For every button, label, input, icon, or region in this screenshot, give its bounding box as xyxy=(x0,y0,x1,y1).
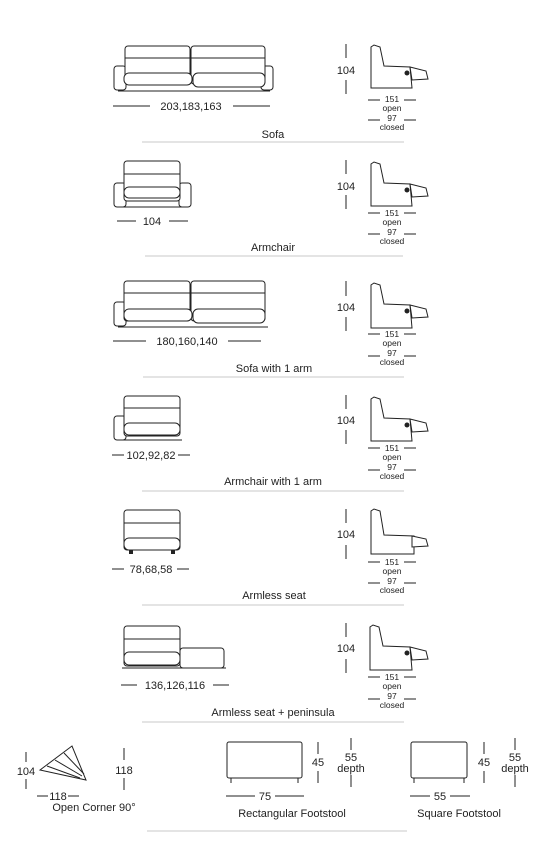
rect-footstool-title: Rectangular Footstool xyxy=(238,808,346,820)
armchair-1-arm-title: Armchair with 1 arm xyxy=(224,476,322,488)
svg-text:closed: closed xyxy=(379,357,405,367)
armless-seat-peninsula-width-value: 136,126,116 xyxy=(144,680,206,692)
armchair-side-profile xyxy=(371,162,428,206)
svg-text:151: 151 xyxy=(384,329,400,339)
sofa-1-arm-width-dimension xyxy=(113,336,261,348)
square-footstool-width-dimension xyxy=(410,791,470,803)
svg-text:151: 151 xyxy=(384,443,400,453)
sofa-height-value: 104 xyxy=(336,65,356,77)
open-corner-title: Open Corner 90° xyxy=(52,802,136,814)
sofa-1-arm-width-value: 180,160,140 xyxy=(156,336,218,348)
sofa-width-value: 203,183,163 xyxy=(160,101,222,113)
armless-seat-peninsula-title: Armless seat + peninsula xyxy=(211,707,335,719)
armless-seat-peninsula-depth-dimensions xyxy=(368,672,416,710)
svg-text:closed: closed xyxy=(379,236,405,246)
open-corner-section xyxy=(17,746,136,814)
square-footstool-height-dimension xyxy=(478,742,490,783)
svg-text:open: open xyxy=(382,452,402,462)
sofa-title: Sofa xyxy=(261,129,285,141)
armchair-depth-dimensions xyxy=(368,208,416,246)
rect-footstool-width-value: 75 xyxy=(258,791,272,803)
svg-text:depth: depth xyxy=(501,763,529,775)
rect-footstool-width-dimension xyxy=(226,791,304,803)
armchair-1-arm-height-dimension xyxy=(337,395,355,444)
rect-footstool-drawing xyxy=(227,742,302,783)
square-footstool-section xyxy=(410,738,529,820)
sofa-1-arm-front-view xyxy=(114,281,268,327)
armless-seat-peninsula-height-dimension xyxy=(337,623,355,673)
svg-text:104: 104 xyxy=(336,529,356,541)
sofa-side-profile xyxy=(371,45,428,88)
svg-text:open: open xyxy=(382,566,402,576)
sofa-width-dimension xyxy=(113,101,270,113)
rect-footstool-depth-dimension xyxy=(337,738,365,787)
svg-text:closed: closed xyxy=(379,122,405,132)
row-sofa-1-arm xyxy=(113,281,428,377)
open-corner-height-dimension xyxy=(17,752,35,789)
svg-text:104: 104 xyxy=(336,181,356,193)
row-armchair xyxy=(114,160,428,256)
svg-text:open: open xyxy=(382,338,402,348)
armchair-height-dimension xyxy=(337,160,355,209)
svg-text:97: 97 xyxy=(387,113,397,123)
open-corner-depth-dimension xyxy=(115,748,133,790)
svg-text:104: 104 xyxy=(336,415,356,427)
armless-seat-side-profile xyxy=(371,509,428,554)
sofa-height-dimension xyxy=(337,44,355,94)
svg-text:open: open xyxy=(382,681,402,691)
open-corner-width-value: 118 xyxy=(49,791,67,803)
armless-seat-peninsula-front-view xyxy=(122,626,226,668)
svg-text:closed: closed xyxy=(379,471,405,481)
svg-text:closed: closed xyxy=(379,585,405,595)
armchair-1-arm-front-view xyxy=(114,396,182,440)
row-armchair-1-arm xyxy=(112,395,428,491)
svg-text:104: 104 xyxy=(336,643,356,655)
armless-seat-height-dimension xyxy=(337,509,355,559)
square-footstool-drawing xyxy=(411,742,467,783)
sofa-front-view xyxy=(114,46,273,91)
rect-footstool-depth-value: 55 xyxy=(344,752,358,764)
svg-text:104: 104 xyxy=(336,302,356,314)
svg-text:97: 97 xyxy=(387,227,397,237)
svg-text:open: open xyxy=(382,217,402,227)
svg-text:97: 97 xyxy=(387,576,397,586)
armchair-1-arm-width-dimension xyxy=(112,450,190,462)
square-footstool-depth-value: 55 xyxy=(508,752,522,764)
rect-footstool-section xyxy=(226,738,365,820)
armless-seat-peninsula-side-profile xyxy=(370,625,428,670)
svg-text:depth: depth xyxy=(337,763,365,775)
armless-seat-title: Armless seat xyxy=(242,590,306,602)
row-armless-seat-peninsula xyxy=(121,623,428,722)
svg-text:151: 151 xyxy=(384,557,400,567)
armchair-width-dimension xyxy=(117,216,188,228)
armchair-1-arm-width-value: 102,92,82 xyxy=(126,450,176,462)
svg-text:closed: closed xyxy=(379,700,405,710)
row-armless-seat xyxy=(112,509,428,605)
armless-seat-width-value: 78,68,58 xyxy=(129,564,173,576)
svg-text:open: open xyxy=(382,103,402,113)
rect-footstool-height-value: 45 xyxy=(311,757,325,769)
square-footstool-depth-dimension xyxy=(501,738,529,787)
sofa-1-arm-title: Sofa with 1 arm xyxy=(235,363,313,375)
svg-text:151: 151 xyxy=(384,672,400,682)
svg-text:97: 97 xyxy=(387,691,397,701)
open-corner-drawing xyxy=(40,746,86,780)
sofa-1-arm-depth-dimensions xyxy=(368,329,416,367)
armchair-1-arm-side-profile xyxy=(371,397,428,441)
square-footstool-title: Square Footstool xyxy=(417,808,501,820)
open-corner-depth-value: 118 xyxy=(115,765,133,777)
armchair-width-value: 104 xyxy=(142,216,162,228)
armless-seat-width-dimension xyxy=(112,564,189,576)
armchair-1-arm-depth-dimensions xyxy=(368,443,416,481)
svg-text:151: 151 xyxy=(384,94,400,104)
svg-text:97: 97 xyxy=(387,462,397,472)
armchair-front-view xyxy=(114,161,191,207)
armless-seat-peninsula-width-dimension xyxy=(121,680,229,692)
sofa-1-arm-height-dimension xyxy=(337,281,355,331)
armless-seat-front-view xyxy=(124,510,180,554)
square-footstool-width-value: 55 xyxy=(433,791,447,803)
row-sofa xyxy=(113,44,428,142)
sofa-depth-dimensions xyxy=(368,94,416,132)
svg-text:97: 97 xyxy=(387,348,397,358)
armchair-title: Armchair xyxy=(250,242,296,254)
square-footstool-height-value: 45 xyxy=(477,757,491,769)
sofa-1-arm-side-profile xyxy=(371,283,428,328)
svg-text:151: 151 xyxy=(384,208,400,218)
rect-footstool-height-dimension xyxy=(312,742,324,783)
armless-seat-depth-dimensions xyxy=(368,557,416,595)
open-corner-height-value: 104 xyxy=(16,766,36,778)
